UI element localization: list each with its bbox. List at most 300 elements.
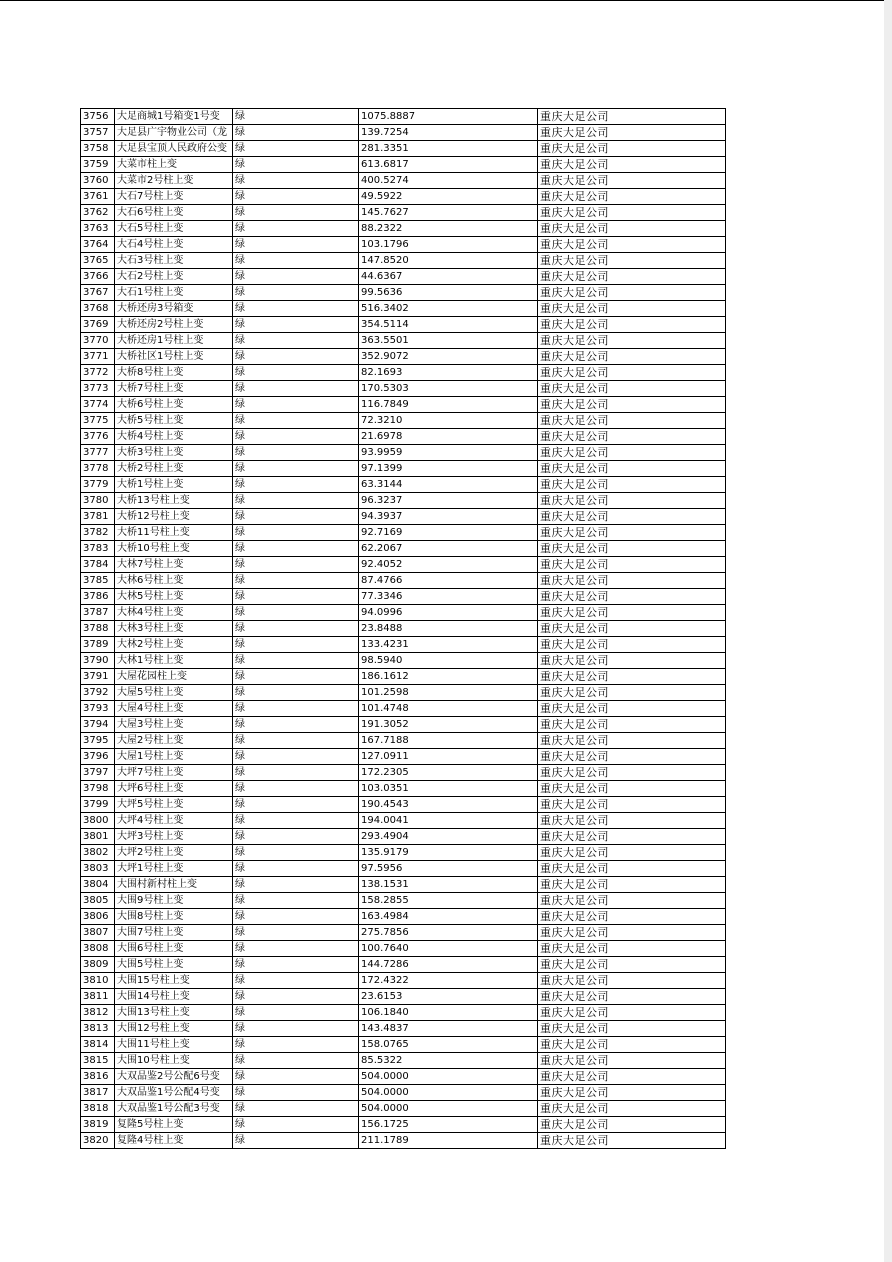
page-right-gutter xyxy=(884,0,892,1262)
cell-status: 绿 xyxy=(233,1117,359,1133)
cell-status: 绿 xyxy=(233,509,359,525)
table-row xyxy=(81,1037,726,1053)
cell-company: 重庆大足公司 xyxy=(538,333,726,349)
cell-name: 大足商城1号箱变1号变 xyxy=(115,109,233,125)
cell-name: 大石1号柱上变 xyxy=(115,285,233,301)
cell-company: 重庆大足公司 xyxy=(538,669,726,685)
table-row xyxy=(81,541,726,557)
cell-id: 3759 xyxy=(81,157,115,173)
cell-company: 重庆大足公司 xyxy=(538,253,726,269)
cell-value: 172.4322 xyxy=(359,973,538,989)
cell-value: 101.4748 xyxy=(359,701,538,717)
cell-company: 重庆大足公司 xyxy=(538,605,726,621)
cell-name: 大桥1号柱上变 xyxy=(115,477,233,493)
cell-company: 重庆大足公司 xyxy=(538,237,726,253)
table-row xyxy=(81,237,726,253)
cell-status: 绿 xyxy=(233,317,359,333)
cell-value: 97.5956 xyxy=(359,861,538,877)
table-row xyxy=(81,733,726,749)
cell-id: 3779 xyxy=(81,477,115,493)
cell-status: 绿 xyxy=(233,877,359,893)
cell-status: 绿 xyxy=(233,109,359,125)
cell-value: 96.3237 xyxy=(359,493,538,509)
cell-id: 3768 xyxy=(81,301,115,317)
table-row xyxy=(81,941,726,957)
cell-status: 绿 xyxy=(233,333,359,349)
cell-company: 重庆大足公司 xyxy=(538,1117,726,1133)
cell-status: 绿 xyxy=(233,845,359,861)
table-row xyxy=(81,285,726,301)
cell-company: 重庆大足公司 xyxy=(538,109,726,125)
cell-company: 重庆大足公司 xyxy=(538,733,726,749)
cell-name: 大桥4号柱上变 xyxy=(115,429,233,445)
cell-company: 重庆大足公司 xyxy=(538,493,726,509)
cell-id: 3805 xyxy=(81,893,115,909)
cell-value: 87.4766 xyxy=(359,573,538,589)
cell-id: 3792 xyxy=(81,685,115,701)
table-row xyxy=(81,157,726,173)
cell-value: 49.5922 xyxy=(359,189,538,205)
table-row xyxy=(81,461,726,477)
table-row xyxy=(81,845,726,861)
cell-id: 3815 xyxy=(81,1053,115,1069)
table-row xyxy=(81,333,726,349)
cell-name: 大桥5号柱上变 xyxy=(115,413,233,429)
table-row xyxy=(81,381,726,397)
cell-id: 3794 xyxy=(81,717,115,733)
cell-status: 绿 xyxy=(233,365,359,381)
cell-status: 绿 xyxy=(233,557,359,573)
cell-id: 3799 xyxy=(81,797,115,813)
cell-value: 191.3052 xyxy=(359,717,538,733)
cell-name: 大桥还房2号柱上变 xyxy=(115,317,233,333)
cell-id: 3776 xyxy=(81,429,115,445)
table-row xyxy=(81,765,726,781)
cell-name: 复隆5号柱上变 xyxy=(115,1117,233,1133)
cell-status: 绿 xyxy=(233,301,359,317)
cell-status: 绿 xyxy=(233,637,359,653)
cell-company: 重庆大足公司 xyxy=(538,1133,726,1149)
table-row xyxy=(81,989,726,1005)
cell-status: 绿 xyxy=(233,125,359,141)
table-row xyxy=(81,173,726,189)
cell-value: 103.0351 xyxy=(359,781,538,797)
table-row xyxy=(81,973,726,989)
cell-name: 大林1号柱上变 xyxy=(115,653,233,669)
table-row xyxy=(81,125,726,141)
table-row xyxy=(81,957,726,973)
cell-status: 绿 xyxy=(233,621,359,637)
table-row xyxy=(81,413,726,429)
cell-value: 94.0996 xyxy=(359,605,538,621)
cell-company: 重庆大足公司 xyxy=(538,349,726,365)
table-row xyxy=(81,509,726,525)
cell-status: 绿 xyxy=(233,189,359,205)
cell-name: 大石3号柱上变 xyxy=(115,253,233,269)
cell-id: 3820 xyxy=(81,1133,115,1149)
cell-id: 3758 xyxy=(81,141,115,157)
table-row xyxy=(81,685,726,701)
cell-value: 103.1796 xyxy=(359,237,538,253)
cell-value: 170.5303 xyxy=(359,381,538,397)
cell-id: 3800 xyxy=(81,813,115,829)
table-row xyxy=(81,397,726,413)
cell-company: 重庆大足公司 xyxy=(538,221,726,237)
table-row xyxy=(81,141,726,157)
cell-company: 重庆大足公司 xyxy=(538,173,726,189)
cell-value: 133.4231 xyxy=(359,637,538,653)
cell-status: 绿 xyxy=(233,397,359,413)
cell-id: 3766 xyxy=(81,269,115,285)
table-row xyxy=(81,221,726,237)
cell-status: 绿 xyxy=(233,717,359,733)
table-row xyxy=(81,829,726,845)
cell-value: 21.6978 xyxy=(359,429,538,445)
cell-status: 绿 xyxy=(233,685,359,701)
cell-id: 3786 xyxy=(81,589,115,605)
cell-value: 93.9959 xyxy=(359,445,538,461)
table-row xyxy=(81,877,726,893)
cell-id: 3788 xyxy=(81,621,115,637)
cell-status: 绿 xyxy=(233,749,359,765)
cell-value: 275.7856 xyxy=(359,925,538,941)
table-row xyxy=(81,781,726,797)
cell-status: 绿 xyxy=(233,765,359,781)
table-row xyxy=(81,269,726,285)
cell-company: 重庆大足公司 xyxy=(538,285,726,301)
cell-status: 绿 xyxy=(233,957,359,973)
cell-name: 大围村新村柱上变 xyxy=(115,877,233,893)
cell-id: 3790 xyxy=(81,653,115,669)
cell-name: 大围15号柱上变 xyxy=(115,973,233,989)
cell-status: 绿 xyxy=(233,221,359,237)
cell-name: 大围8号柱上变 xyxy=(115,909,233,925)
cell-status: 绿 xyxy=(233,573,359,589)
cell-company: 重庆大足公司 xyxy=(538,205,726,221)
cell-name: 大双品鉴1号公配3号变 xyxy=(115,1101,233,1117)
cell-status: 绿 xyxy=(233,1005,359,1021)
cell-company: 重庆大足公司 xyxy=(538,861,726,877)
cell-name: 大林2号柱上变 xyxy=(115,637,233,653)
cell-name: 大石5号柱上变 xyxy=(115,221,233,237)
cell-id: 3778 xyxy=(81,461,115,477)
cell-status: 绿 xyxy=(233,1133,359,1149)
cell-value: 504.0000 xyxy=(359,1101,538,1117)
cell-company: 重庆大足公司 xyxy=(538,1037,726,1053)
cell-name: 大坪2号柱上变 xyxy=(115,845,233,861)
cell-status: 绿 xyxy=(233,461,359,477)
cell-name: 大桥12号柱上变 xyxy=(115,509,233,525)
table-row xyxy=(81,669,726,685)
cell-name: 大石2号柱上变 xyxy=(115,269,233,285)
cell-name: 大围7号柱上变 xyxy=(115,925,233,941)
cell-name: 大林4号柱上变 xyxy=(115,605,233,621)
cell-status: 绿 xyxy=(233,781,359,797)
cell-name: 大桥10号柱上变 xyxy=(115,541,233,557)
cell-value: 1075.8887 xyxy=(359,109,538,125)
table-row xyxy=(81,861,726,877)
cell-company: 重庆大足公司 xyxy=(538,813,726,829)
table-row xyxy=(81,573,726,589)
table-row xyxy=(81,477,726,493)
cell-value: 516.3402 xyxy=(359,301,538,317)
cell-value: 143.4837 xyxy=(359,1021,538,1037)
table-row xyxy=(81,317,726,333)
cell-value: 100.7640 xyxy=(359,941,538,957)
cell-value: 92.7169 xyxy=(359,525,538,541)
cell-company: 重庆大足公司 xyxy=(538,941,726,957)
cell-status: 绿 xyxy=(233,1021,359,1037)
cell-name: 大石4号柱上变 xyxy=(115,237,233,253)
cell-name: 大桥11号柱上变 xyxy=(115,525,233,541)
table-row xyxy=(81,717,726,733)
cell-name: 大桥3号柱上变 xyxy=(115,445,233,461)
cell-status: 绿 xyxy=(233,813,359,829)
cell-id: 3789 xyxy=(81,637,115,653)
cell-status: 绿 xyxy=(233,269,359,285)
cell-name: 大桥6号柱上变 xyxy=(115,397,233,413)
cell-status: 绿 xyxy=(233,797,359,813)
cell-id: 3784 xyxy=(81,557,115,573)
cell-company: 重庆大足公司 xyxy=(538,749,726,765)
cell-id: 3806 xyxy=(81,909,115,925)
table-row xyxy=(81,1053,726,1069)
cell-company: 重庆大足公司 xyxy=(538,461,726,477)
cell-id: 3777 xyxy=(81,445,115,461)
cell-name: 大围9号柱上变 xyxy=(115,893,233,909)
table-row xyxy=(81,797,726,813)
table-row xyxy=(81,557,726,573)
cell-company: 重庆大足公司 xyxy=(538,397,726,413)
cell-company: 重庆大足公司 xyxy=(538,637,726,653)
cell-company: 重庆大足公司 xyxy=(538,1101,726,1117)
cell-name: 大围10号柱上变 xyxy=(115,1053,233,1069)
cell-status: 绿 xyxy=(233,413,359,429)
cell-name: 大屋3号柱上变 xyxy=(115,717,233,733)
cell-id: 3808 xyxy=(81,941,115,957)
cell-id: 3769 xyxy=(81,317,115,333)
cell-value: 94.3937 xyxy=(359,509,538,525)
table-row xyxy=(81,909,726,925)
cell-id: 3810 xyxy=(81,973,115,989)
cell-name: 大围13号柱上变 xyxy=(115,1005,233,1021)
cell-company: 重庆大足公司 xyxy=(538,829,726,845)
table-row xyxy=(81,621,726,637)
cell-id: 3807 xyxy=(81,925,115,941)
cell-status: 绿 xyxy=(233,605,359,621)
cell-name: 大屋2号柱上变 xyxy=(115,733,233,749)
cell-company: 重庆大足公司 xyxy=(538,429,726,445)
cell-id: 3817 xyxy=(81,1085,115,1101)
cell-name: 大围5号柱上变 xyxy=(115,957,233,973)
cell-value: 190.4543 xyxy=(359,797,538,813)
cell-id: 3802 xyxy=(81,845,115,861)
cell-company: 重庆大足公司 xyxy=(538,845,726,861)
cell-name: 大坪4号柱上变 xyxy=(115,813,233,829)
cell-id: 3809 xyxy=(81,957,115,973)
table-row xyxy=(81,1005,726,1021)
cell-company: 重庆大足公司 xyxy=(538,189,726,205)
cell-value: 504.0000 xyxy=(359,1085,538,1101)
cell-status: 绿 xyxy=(233,205,359,221)
cell-company: 重庆大足公司 xyxy=(538,317,726,333)
cell-id: 3785 xyxy=(81,573,115,589)
cell-status: 绿 xyxy=(233,349,359,365)
cell-name: 大足县宝顶人民政府公变 xyxy=(115,141,233,157)
cell-id: 3804 xyxy=(81,877,115,893)
cell-id: 3797 xyxy=(81,765,115,781)
cell-company: 重庆大足公司 xyxy=(538,589,726,605)
cell-name: 大屋1号柱上变 xyxy=(115,749,233,765)
cell-company: 重庆大足公司 xyxy=(538,365,726,381)
cell-name: 大屋5号柱上变 xyxy=(115,685,233,701)
cell-company: 重庆大足公司 xyxy=(538,893,726,909)
cell-value: 145.7627 xyxy=(359,205,538,221)
cell-status: 绿 xyxy=(233,429,359,445)
cell-name: 大林7号柱上变 xyxy=(115,557,233,573)
table-row xyxy=(81,1133,726,1149)
table-row xyxy=(81,1117,726,1133)
cell-name: 大桥2号柱上变 xyxy=(115,461,233,477)
cell-value: 23.8488 xyxy=(359,621,538,637)
cell-value: 88.2322 xyxy=(359,221,538,237)
table-row xyxy=(81,445,726,461)
cell-company: 重庆大足公司 xyxy=(538,717,726,733)
cell-status: 绿 xyxy=(233,157,359,173)
cell-company: 重庆大足公司 xyxy=(538,541,726,557)
table-row xyxy=(81,301,726,317)
table-row xyxy=(81,589,726,605)
cell-company: 重庆大足公司 xyxy=(538,877,726,893)
cell-name: 大桥8号柱上变 xyxy=(115,365,233,381)
cell-value: 354.5114 xyxy=(359,317,538,333)
cell-id: 3767 xyxy=(81,285,115,301)
cell-id: 3798 xyxy=(81,781,115,797)
cell-status: 绿 xyxy=(233,653,359,669)
cell-name: 大坪7号柱上变 xyxy=(115,765,233,781)
cell-id: 3782 xyxy=(81,525,115,541)
cell-id: 3757 xyxy=(81,125,115,141)
cell-name: 大围11号柱上变 xyxy=(115,1037,233,1053)
cell-status: 绿 xyxy=(233,1053,359,1069)
cell-company: 重庆大足公司 xyxy=(538,653,726,669)
cell-id: 3774 xyxy=(81,397,115,413)
cell-name: 大坪6号柱上变 xyxy=(115,781,233,797)
table-row xyxy=(81,429,726,445)
cell-value: 613.6817 xyxy=(359,157,538,173)
cell-company: 重庆大足公司 xyxy=(538,685,726,701)
cell-company: 重庆大足公司 xyxy=(538,957,726,973)
cell-value: 147.8520 xyxy=(359,253,538,269)
cell-value: 139.7254 xyxy=(359,125,538,141)
cell-value: 77.3346 xyxy=(359,589,538,605)
cell-status: 绿 xyxy=(233,445,359,461)
cell-status: 绿 xyxy=(233,141,359,157)
cell-name: 大菜市2号柱上变 xyxy=(115,173,233,189)
cell-value: 97.1399 xyxy=(359,461,538,477)
page-top-border xyxy=(0,0,892,1)
cell-id: 3787 xyxy=(81,605,115,621)
cell-status: 绿 xyxy=(233,989,359,1005)
table-row xyxy=(81,1101,726,1117)
cell-status: 绿 xyxy=(233,1069,359,1085)
cell-status: 绿 xyxy=(233,829,359,845)
cell-company: 重庆大足公司 xyxy=(538,141,726,157)
cell-value: 158.2855 xyxy=(359,893,538,909)
cell-value: 400.5274 xyxy=(359,173,538,189)
cell-id: 3781 xyxy=(81,509,115,525)
table-row xyxy=(81,1021,726,1037)
cell-company: 重庆大足公司 xyxy=(538,445,726,461)
cell-name: 大桥还房3号箱变 xyxy=(115,301,233,317)
cell-status: 绿 xyxy=(233,477,359,493)
cell-status: 绿 xyxy=(233,733,359,749)
cell-company: 重庆大足公司 xyxy=(538,621,726,637)
cell-status: 绿 xyxy=(233,1101,359,1117)
cell-status: 绿 xyxy=(233,237,359,253)
cell-status: 绿 xyxy=(233,893,359,909)
cell-id: 3795 xyxy=(81,733,115,749)
cell-value: 101.2598 xyxy=(359,685,538,701)
cell-status: 绿 xyxy=(233,1085,359,1101)
cell-name: 大围12号柱上变 xyxy=(115,1021,233,1037)
table-row xyxy=(81,893,726,909)
cell-value: 23.6153 xyxy=(359,989,538,1005)
cell-id: 3760 xyxy=(81,173,115,189)
cell-value: 116.7849 xyxy=(359,397,538,413)
cell-value: 138.1531 xyxy=(359,877,538,893)
cell-value: 163.4984 xyxy=(359,909,538,925)
cell-name: 大林5号柱上变 xyxy=(115,589,233,605)
cell-id: 3761 xyxy=(81,189,115,205)
table-row xyxy=(81,605,726,621)
cell-id: 3813 xyxy=(81,1021,115,1037)
cell-id: 3762 xyxy=(81,205,115,221)
cell-company: 重庆大足公司 xyxy=(538,413,726,429)
table-row xyxy=(81,653,726,669)
cell-id: 3783 xyxy=(81,541,115,557)
cell-id: 3771 xyxy=(81,349,115,365)
cell-status: 绿 xyxy=(233,381,359,397)
cell-name: 大石6号柱上变 xyxy=(115,205,233,221)
cell-status: 绿 xyxy=(233,285,359,301)
cell-id: 3765 xyxy=(81,253,115,269)
cell-company: 重庆大足公司 xyxy=(538,301,726,317)
cell-name: 大足县广宇物业公司（龙 xyxy=(115,125,233,141)
data-table xyxy=(80,108,726,1149)
cell-value: 352.9072 xyxy=(359,349,538,365)
cell-value: 82.1693 xyxy=(359,365,538,381)
cell-id: 3803 xyxy=(81,861,115,877)
cell-id: 3763 xyxy=(81,221,115,237)
table-row xyxy=(81,365,726,381)
cell-name: 大屋4号柱上变 xyxy=(115,701,233,717)
cell-company: 重庆大足公司 xyxy=(538,477,726,493)
cell-value: 135.9179 xyxy=(359,845,538,861)
cell-name: 大坪3号柱上变 xyxy=(115,829,233,845)
cell-status: 绿 xyxy=(233,525,359,541)
cell-company: 重庆大足公司 xyxy=(538,125,726,141)
cell-status: 绿 xyxy=(233,589,359,605)
table-row xyxy=(81,525,726,541)
cell-value: 106.1840 xyxy=(359,1005,538,1021)
table-row xyxy=(81,701,726,717)
cell-name: 大围14号柱上变 xyxy=(115,989,233,1005)
cell-status: 绿 xyxy=(233,541,359,557)
cell-status: 绿 xyxy=(233,669,359,685)
cell-id: 3772 xyxy=(81,365,115,381)
cell-value: 186.1612 xyxy=(359,669,538,685)
